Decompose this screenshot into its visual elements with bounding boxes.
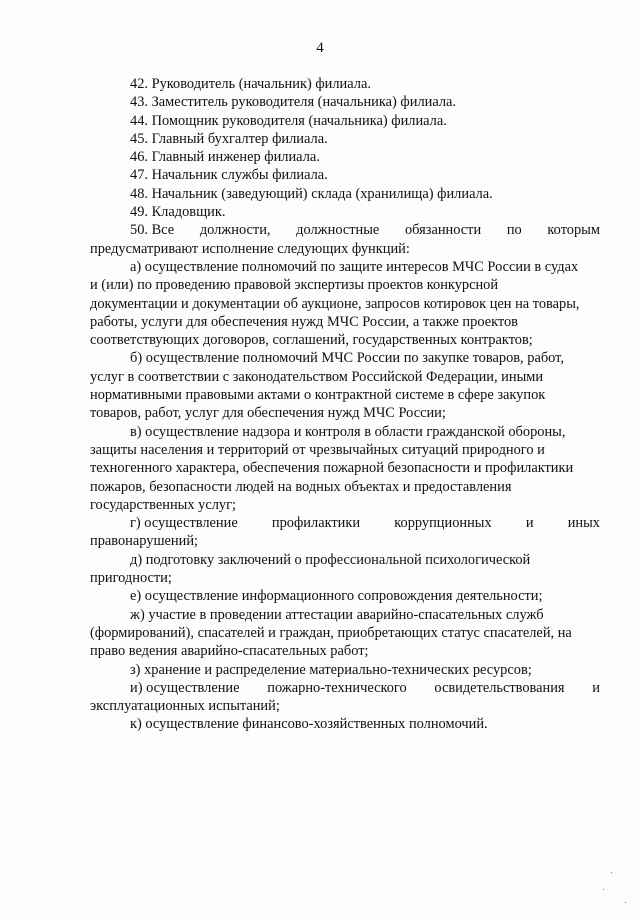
function-zh-line: (формирований), спасателей и граждан, приобретающих статус спасателей, на (90, 624, 572, 641)
function-v-line: в) осуществление надзора и контроля в области гражданской обороны, (130, 423, 566, 440)
function-i-continuation: эксплуатационных испытаний; (90, 698, 280, 715)
page-number: 4 (316, 40, 324, 56)
function-b-line: товаров, работ, услуг для обеспечения нужд МЧС России; (90, 405, 446, 422)
list-item: 42. Руководитель (начальник) филиала. (130, 76, 371, 92)
scan-speck (611, 872, 612, 873)
word: коррупционных (394, 515, 492, 532)
document-body (90, 75, 600, 734)
function-v-line: пожаров, безопасности людей на водных объектах и предоставления (90, 478, 512, 495)
function-k-line: к) осуществление финансово-хозяйственных полномочий. (130, 716, 488, 733)
function-a-line: а) осуществление полномочий по защите интересов МЧС России в судах (130, 258, 579, 275)
function-g-continuation: правонарушений; (90, 533, 199, 550)
function-b-line: услуг в соответствии с законодательством Российской Федерации, иными (90, 368, 544, 385)
list-item: 43. Заместитель руководителя (начальника) филиала. (130, 94, 457, 111)
item-50-continuation: предусматривают исполнение следующих функций: (90, 240, 410, 257)
word: и (592, 679, 600, 696)
function-a-line: документации и документации об аукционе, запросов котировок цен на товары, (90, 295, 580, 312)
word: 50. Все (130, 222, 175, 239)
word: и (525, 515, 534, 532)
function-d-line: пригодности; (90, 570, 172, 587)
function-v-line: техногенного характера, обеспечения пожарной безопасности и профилактики (90, 460, 574, 477)
word: иных (567, 515, 600, 532)
function-a-line: и (или) по проведению правовой экспертизы проектов конкурсной (90, 277, 499, 294)
function-zh-line: ж) участие в проведении аттестации аварийно-спасательных служб (130, 606, 544, 623)
list-item: 46. Главный инженер филиала. (130, 149, 320, 166)
function-v-line: защиты населения и территорий от чрезвычайных ситуаций природного и (90, 441, 545, 458)
word: и) осуществление (130, 679, 240, 696)
word: г) осуществление (130, 515, 238, 532)
word: должностные (296, 222, 380, 239)
word: которым (547, 222, 600, 239)
function-zh-line: право ведения аварийно-спасательных работ; (90, 643, 369, 660)
word: по (506, 222, 522, 239)
list-item: 48. Начальник (заведующий) склада (хранилища) филиала. (130, 185, 493, 202)
list-item: 44. Помощник руководителя (начальника) филиала. (130, 112, 447, 129)
function-i-first-line (90, 679, 600, 697)
list-item: 47. Начальник службы филиала. (130, 167, 328, 184)
function-a-line: работы, услуги для обеспечения нужд МЧС России, а также проектов (90, 313, 518, 330)
function-g-first-line (90, 514, 600, 532)
word: профилактики (271, 515, 361, 532)
item-50-first-line (90, 221, 600, 239)
word: обязанности (404, 222, 482, 239)
function-b-line: нормативными правовыми актами о контрактной системе в сфере закупок (90, 387, 546, 404)
function-e-line: е) осуществление информационного сопровождения деятельности; (130, 588, 543, 605)
word: должности, (199, 222, 271, 239)
word: освидетельствования (434, 679, 565, 696)
scan-speck (625, 902, 626, 903)
function-v-line: государственных услуг; (90, 496, 236, 513)
function-a-line: соответствующих договоров, соглашений, государственных контрактов; (90, 332, 533, 349)
list-item: 45. Главный бухгалтер филиала. (130, 130, 328, 147)
function-b-line: б) осуществление полномочий МЧС России по закупке товаров, работ, (130, 350, 564, 367)
list-item: 49. Кладовщик. (130, 204, 226, 221)
word: пожарно-технического (267, 679, 407, 696)
scan-speck (603, 889, 604, 890)
function-z-line: з) хранение и распределение материально-технических ресурсов; (130, 661, 532, 678)
function-d-line: д) подготовку заключений о профессиональной психологической (130, 551, 531, 568)
